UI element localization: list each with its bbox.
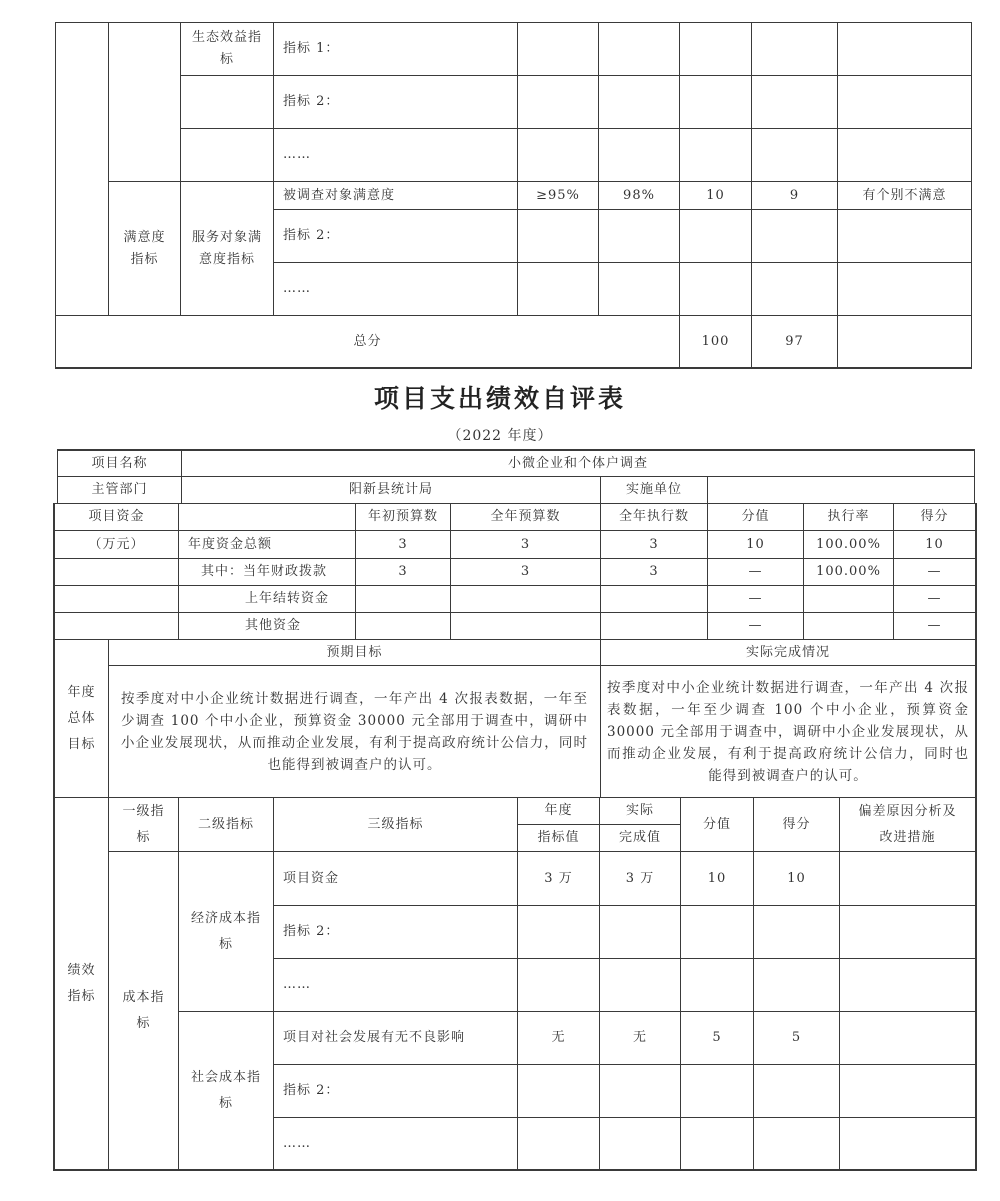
top-level2-cell: 生态效益指标: [180, 22, 274, 76]
project-name-value: 小微企业和个体户调查: [181, 449, 975, 477]
perf-target-cell: 3 万: [517, 851, 600, 906]
perf-remark-cell: [839, 851, 977, 906]
goals-label: 年度总体目标: [53, 639, 109, 798]
top-score-cell: 9: [751, 181, 838, 210]
top-level3-cell: 指标 2：: [273, 209, 518, 263]
funds-label-empty: [53, 585, 179, 613]
perf-actual-cell: [599, 958, 681, 1012]
dept-label: 主管部门: [57, 476, 182, 504]
top-weight-cell: [679, 262, 752, 316]
funds-row-rate: 100.00%: [803, 530, 894, 559]
top-remark-cell: [837, 209, 972, 263]
top-total-remark: [837, 315, 972, 369]
top-level1-cell: [108, 22, 181, 182]
funds-row-rate: [803, 612, 894, 640]
funds-header-weight: 分值: [707, 503, 804, 531]
funds-row-score: 10: [893, 530, 977, 559]
funds-row-name: 其他资金: [178, 612, 356, 640]
perf-level3-cell: 指标 2：: [273, 905, 518, 959]
top-remark-cell: [837, 262, 972, 316]
goals-actual-header: 实际完成情况: [600, 639, 977, 666]
perf-header-remark: 偏差原因分析及改进措施: [839, 797, 977, 852]
perf-header-level2: 二级指标: [178, 797, 274, 852]
top-actual-cell: 98%: [598, 181, 680, 210]
perf-score-cell: [753, 1064, 840, 1118]
top-total-label: 总分: [55, 315, 680, 369]
perf-actual-cell: [599, 905, 681, 959]
funds-name-header: [178, 503, 356, 531]
perf-header-target-top: 年度: [517, 797, 600, 825]
perf-weight-cell: [680, 1117, 754, 1171]
top-target-cell: [517, 75, 599, 129]
funds-row-rate: [803, 585, 894, 613]
funds-label-empty: [53, 558, 179, 586]
funds-label-line1: 项目资金: [53, 503, 179, 531]
goals-actual-text: 按季度对中小企业统计数据进行调查，一年产出 4 次报表数据，一年至少调查 100 个中小企业，预算资金 30000 元全部用于调查中，调研中小企业发展现状，从而推动企业发展，有利于提高政府统计公信力，同时也能得到被调查户的认可。: [600, 665, 977, 798]
perf-level3-cell: 项目资金: [273, 851, 518, 906]
funds-row-score: —: [893, 585, 977, 613]
funds-label-line2: （万元）: [53, 530, 179, 559]
perf-score-cell: [753, 905, 840, 959]
perf-score-cell: [753, 958, 840, 1012]
top-score-cell: [751, 75, 838, 129]
perf-header-actual-top: 实际: [599, 797, 681, 825]
top-level3-cell: 被调查对象满意度: [273, 181, 518, 210]
top-weight-cell: [679, 209, 752, 263]
funds-row-initial: [355, 585, 451, 613]
perf-remark-cell: [839, 1011, 977, 1065]
funds-row-weight: —: [707, 585, 804, 613]
perf-score-cell: [753, 1117, 840, 1171]
perf-weight-cell: [680, 958, 754, 1012]
top-target-cell: ≥95%: [517, 181, 599, 210]
funds-row-name: 上年结转资金: [178, 585, 356, 613]
perf-remark-cell: [839, 1064, 977, 1118]
top-actual-cell: [598, 209, 680, 263]
project-name-label: 项目名称: [57, 449, 182, 477]
funds-label-empty: [53, 612, 179, 640]
funds-header-initial: 年初预算数: [355, 503, 451, 531]
perf-level3-cell: 指标 2：: [273, 1064, 518, 1118]
funds-row-name: 年度资金总额: [178, 530, 356, 559]
perf-level1-cell: 成本指标: [108, 851, 179, 1171]
top-weight-cell: [679, 128, 752, 182]
perf-target-cell: [517, 958, 600, 1012]
perf-target-cell: [517, 1064, 600, 1118]
goals-expected-text: 按季度对中小企业统计数据进行调查，一年产出 4 次报表数据，一年至少调查 100 个中小企业，预算资金 30000 元全部用于调查中，调研中小企业发展现状，从而推动企业发展，有利于提高政府统计公信力，同时也能得到被调查户的认可。: [108, 665, 601, 798]
funds-row-executed: 3: [600, 530, 708, 559]
perf-remark-cell: [839, 905, 977, 959]
top-level0-cell: [55, 22, 109, 316]
top-actual-cell: [598, 75, 680, 129]
funds-row-score: —: [893, 612, 977, 640]
top-level3-cell: 指标 1：: [273, 22, 518, 76]
top-score-cell: [751, 128, 838, 182]
top-score-cell: [751, 22, 838, 76]
funds-row-annual: [450, 585, 601, 613]
perf-level3-cell: 项目对社会发展有无不良影响: [273, 1011, 518, 1065]
funds-row-initial: 3: [355, 558, 451, 586]
top-weight-cell: [679, 22, 752, 76]
top-level1-satisfaction: 满意度指标: [108, 181, 181, 316]
top-weight-cell: [679, 75, 752, 129]
funds-row-score: —: [893, 558, 977, 586]
top-remark-cell: [837, 75, 972, 129]
perf-weight-cell: [680, 905, 754, 959]
perf-actual-cell: [599, 1117, 681, 1171]
funds-row-initial: [355, 612, 451, 640]
funds-row-executed: 3: [600, 558, 708, 586]
goals-expected-header: 预期目标: [108, 639, 601, 666]
perf-level3-cell: ……: [273, 958, 518, 1012]
top-score-cell: [751, 262, 838, 316]
funds-row-annual: 3: [450, 558, 601, 586]
top-target-cell: [517, 128, 599, 182]
perf-actual-cell: 3 万: [599, 851, 681, 906]
top-level3-cell: ……: [273, 262, 518, 316]
top-score-cell: [751, 209, 838, 263]
top-weight-cell: 10: [679, 181, 752, 210]
perf-label: 绩效指标: [53, 797, 109, 1171]
top-level3-cell: 指标 2：: [273, 75, 518, 129]
perf-score-cell: 10: [753, 851, 840, 906]
top-actual-cell: [598, 262, 680, 316]
perf-score-cell: 5: [753, 1011, 840, 1065]
funds-row-executed: [600, 585, 708, 613]
top-total-score: 97: [751, 315, 838, 369]
funds-row-weight: —: [707, 612, 804, 640]
perf-level3-cell: ……: [273, 1117, 518, 1171]
top-level2-cell: [180, 128, 274, 182]
top-actual-cell: [598, 22, 680, 76]
top-remark-cell: [837, 22, 972, 76]
perf-header-level3: 三级指标: [273, 797, 518, 852]
perf-target-cell: [517, 1117, 600, 1171]
perf-target-cell: 无: [517, 1011, 600, 1065]
top-remark-cell: [837, 128, 972, 182]
top-target-cell: [517, 22, 599, 76]
form-year: （2022 年度）: [447, 428, 553, 444]
perf-target-cell: [517, 905, 600, 959]
perf-remark-cell: [839, 958, 977, 1012]
perf-header-level1: 一级指标: [108, 797, 179, 852]
perf-actual-cell: [599, 1064, 681, 1118]
perf-actual-cell: 无: [599, 1011, 681, 1065]
top-level3-cell: ……: [273, 128, 518, 182]
perf-weight-cell: [680, 1064, 754, 1118]
perf-header-weight: 分值: [680, 797, 754, 852]
funds-header-score: 得分: [893, 503, 977, 531]
funds-header-executed: 全年执行数: [600, 503, 708, 531]
funds-row-initial: 3: [355, 530, 451, 559]
top-remark-cell: 有个别不满意: [837, 181, 972, 210]
impl-unit-label: 实施单位: [600, 476, 708, 504]
impl-unit-value: [707, 476, 975, 504]
perf-weight-cell: 5: [680, 1011, 754, 1065]
perf-header-actual-bottom: 完成值: [599, 824, 681, 852]
top-level2-satisfaction: 服务对象满意度指标: [180, 181, 274, 316]
funds-row-executed: [600, 612, 708, 640]
perf-remark-cell: [839, 1117, 977, 1171]
funds-row-annual: [450, 612, 601, 640]
form-title: 项目支出绩效自评表: [373, 384, 626, 413]
top-total-weight: 100: [679, 315, 752, 369]
funds-row-rate: 100.00%: [803, 558, 894, 586]
perf-level2-cell: 社会成本指标: [178, 1011, 274, 1171]
funds-row-weight: 10: [707, 530, 804, 559]
funds-row-weight: —: [707, 558, 804, 586]
funds-row-name: 其中：当年财政拨款: [178, 558, 356, 586]
perf-header-score: 得分: [753, 797, 840, 852]
top-target-cell: [517, 209, 599, 263]
top-level2-cell: [180, 75, 274, 129]
perf-weight-cell: 10: [680, 851, 754, 906]
top-target-cell: [517, 262, 599, 316]
funds-header-annual: 全年预算数: [450, 503, 601, 531]
top-actual-cell: [598, 128, 680, 182]
funds-header-rate: 执行率: [803, 503, 894, 531]
perf-header-target-bottom: 指标值: [517, 824, 600, 852]
dept-value: 阳新县统计局: [181, 476, 601, 504]
perf-level2-cell: 经济成本指标: [178, 851, 274, 1012]
funds-row-annual: 3: [450, 530, 601, 559]
